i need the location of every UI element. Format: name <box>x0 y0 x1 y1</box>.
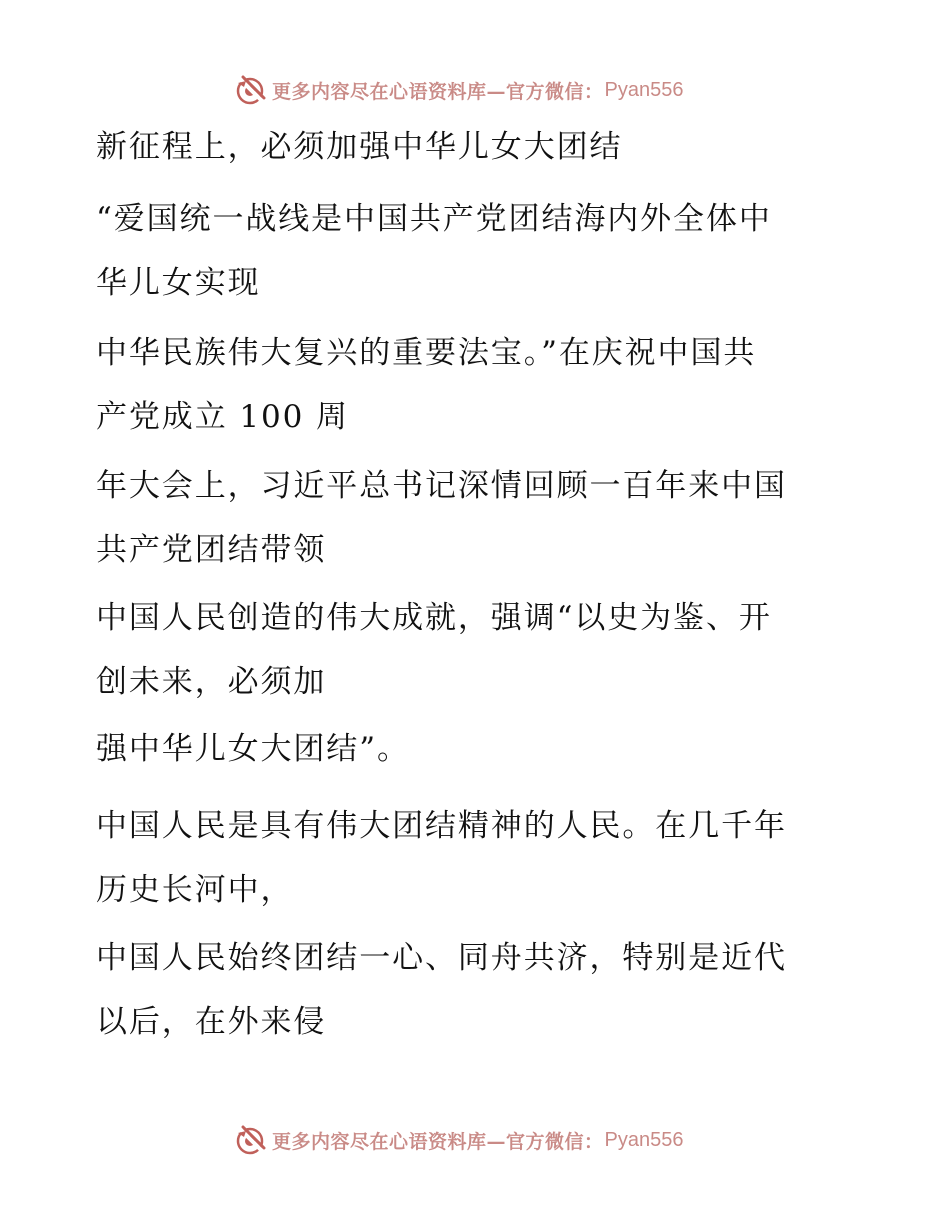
paragraph-line: “爱国统一战线是中国共产党团结海内外全体中 <box>96 201 772 237</box>
paragraph-line: 中国人民创造的伟大成就，强调“以史为鉴、开 <box>96 600 772 636</box>
paragraph <box>96 115 836 179</box>
pen-logo-icon <box>234 73 268 107</box>
paragraph <box>96 926 836 1054</box>
paragraph-line: 华儿女实现 <box>96 265 261 301</box>
paragraph-line: 中国人民是具有伟大团结精神的人民。在几千年 <box>96 808 787 844</box>
watermark-text: 更多内容尽在心语资料库—官方微信： <box>272 1130 604 1153</box>
paragraph <box>96 321 836 449</box>
paragraph-line: 中国人民始终团结一心、同舟共济，特别是近代 <box>96 940 787 976</box>
wechat-id: Pyan556 <box>604 1128 684 1151</box>
paragraph <box>96 454 836 582</box>
paragraph-line: 共产党团结带领 <box>96 532 327 568</box>
pen-logo-icon <box>234 1123 268 1157</box>
paragraph-line: 中华民族伟大复兴的重要法宝。”在庆祝中国共 <box>96 335 757 371</box>
paragraph-line: 年大会上，习近平总书记深情回顾一百年来中国 <box>96 468 787 504</box>
paragraph-line: 强中华儿女大团结”。 <box>96 731 410 767</box>
watermark-text: 更多内容尽在心语资料库—官方微信： <box>272 80 604 103</box>
paragraph-line: 以后，在外来侵 <box>96 1004 327 1040</box>
wechat-id: Pyan556 <box>604 78 684 101</box>
paragraph <box>96 717 836 781</box>
paragraph <box>96 187 836 315</box>
paragraph <box>96 794 836 922</box>
footer-watermark <box>234 1122 683 1158</box>
paragraph-line: 新征程上，必须加强中华儿女大团结 <box>96 129 623 165</box>
paragraph-line: 产党成立 100 周 <box>96 399 349 435</box>
paragraph-line: 历史长河中， <box>96 872 294 908</box>
paragraph <box>96 586 836 714</box>
paragraph-line: 创未来，必须加 <box>96 664 327 700</box>
header-watermark <box>234 72 683 108</box>
